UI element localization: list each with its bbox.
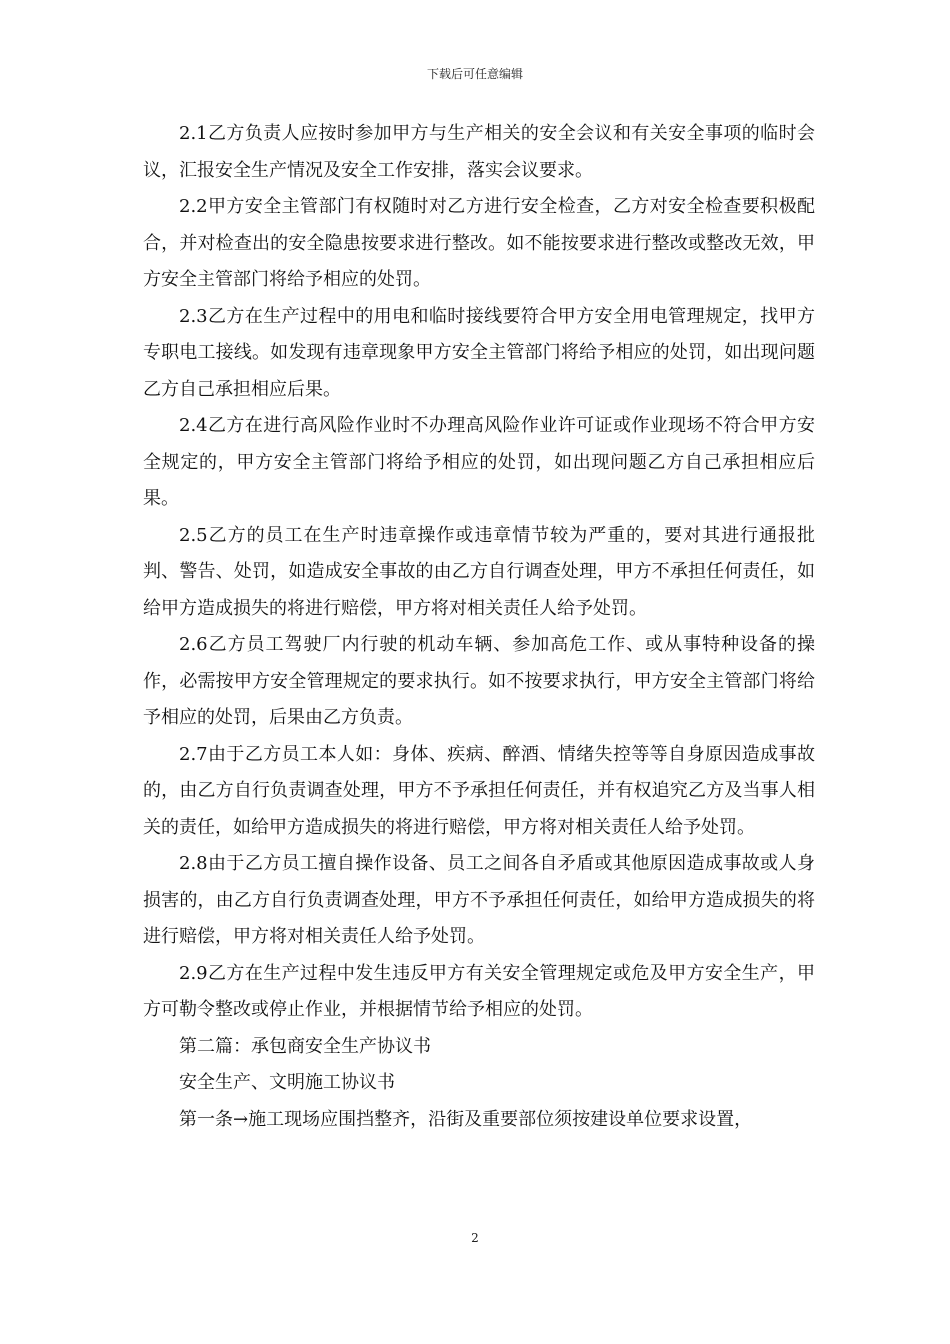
clause-2-1: 2.1乙方负责人应按时参加甲方与生产相关的安全会议和有关安全事项的临时会议，汇报安全生产情况及安全工作安排，落实会议要求。 [143,123,815,181]
clause-2-7: 2.7由于乙方员工本人如：身体、疾病、醉酒、情绪失控等等自身原因造成事故的，由乙方自行负责调查处理，甲方不予承担任何责任，并有权追究乙方及当事人相关的责任，如给甲方造成损失的将进行赔偿，甲方将对相关责任人给予处罚。 [143,743,815,838]
section-heading: 第二篇：承包商安全生产协议书 [179,1035,431,1057]
page-number: 2 [471,1231,479,1245]
page-footer [0,1230,950,1246]
clause-2-4: 2.4乙方在进行高风险作业时不办理高风险作业许可证或作业现场不符合甲方安全规定的，甲方安全主管部门将给予相应的处罚，如出现问题乙方自己承担相应后果。 [143,415,815,509]
agreement-title: 安全生产、文明施工协议书 [179,1072,395,1093]
header-text: 下载后可任意编辑 [426,67,523,81]
document-body [143,116,815,1138]
page-header [0,66,950,82]
clause-2-3: 2.3乙方在生产过程中的用电和临时接线要符合甲方安全用电管理规定，找甲方专职电工接线。如发现有违章现象甲方安全主管部门将给予相应的处罚，如出现问题乙方自己承担相应后果。 [143,305,815,400]
clause-2-8: 2.8由于乙方员工擅自操作设备、员工之间各自矛盾或其他原因造成事故或人身损害的，由乙方自行负责调查处理，甲方不予承担任何责任，如给甲方造成损失的将进行赔偿，甲方将对相关责任人给予处罚。 [143,853,815,947]
clause-2-9: 2.9乙方在生产过程中发生违反甲方有关安全管理规定或危及甲方安全生产，甲方可勒令整改或停止作业，并根据情节给予相应的处罚。 [143,962,815,1020]
clause-2-2: 2.2甲方安全主管部门有权随时对乙方进行安全检查，乙方对安全检查要积极配合，并对检查出的安全隐患按要求进行整改。如不能按要求进行整改或整改无效，甲方安全主管部门将给予相应的处罚。 [143,196,815,290]
article-1: 第一条→施工现场应围挡整齐，沿街及重要部位须按建设单位要求设置， [179,1108,753,1130]
clause-2-5: 2.5乙方的员工在生产时违章操作或违章情节较为严重的，要对其进行通报批判、警告、处罚，如造成安全事故的由乙方自行调查处理，甲方不承担任何责任，如给甲方造成损失的将进行赔偿，甲方将对相关责任人给予处罚。 [143,524,815,619]
clause-2-6: 2.6乙方员工驾驶厂内行驶的机动车辆、参加高危工作、或从事特种设备的操作，必需按甲方安全管理规定的要求执行。如不按要求执行，甲方安全主管部门将给予相应的处罚，后果由乙方负责。 [143,634,815,728]
